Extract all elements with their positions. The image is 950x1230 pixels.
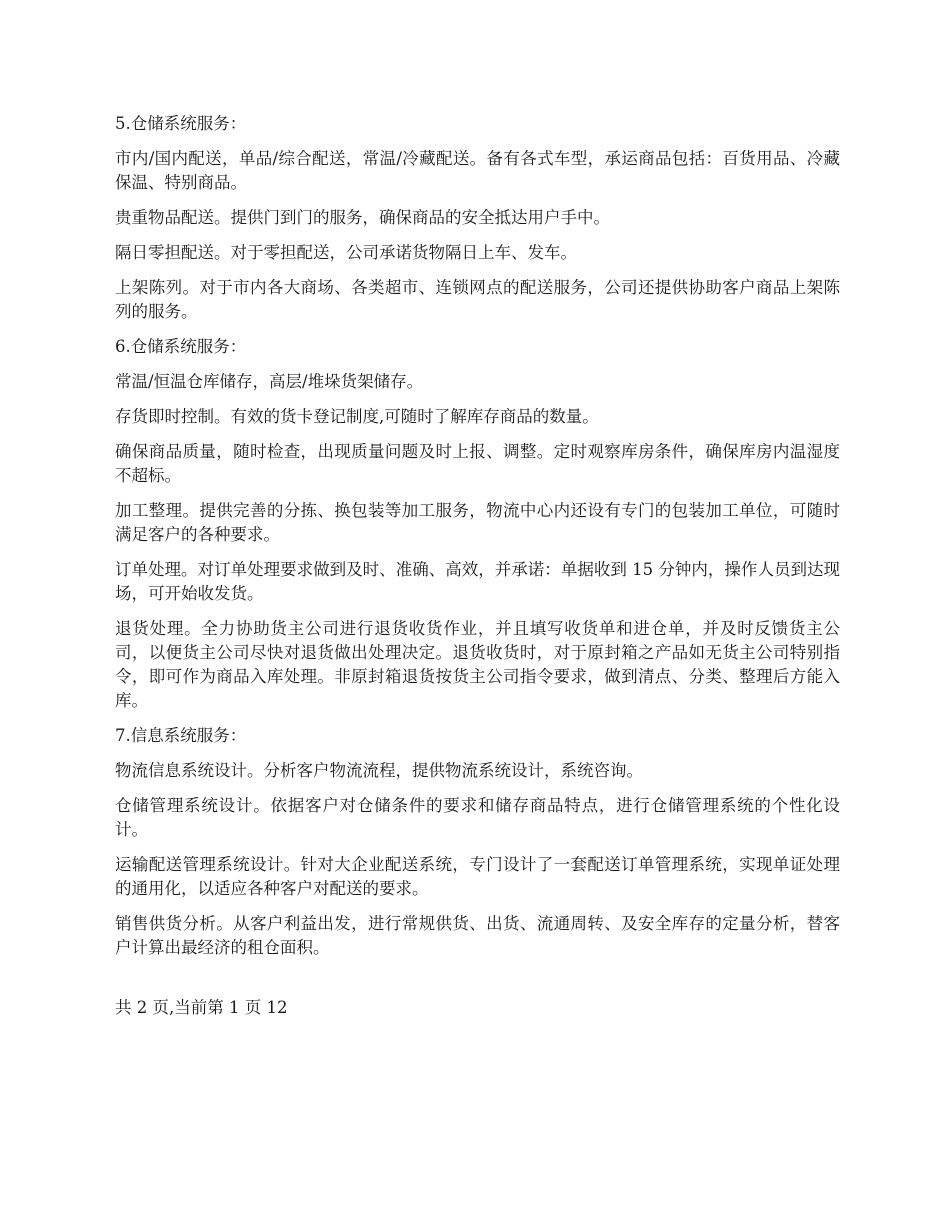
paragraph: 市内/国内配送，单品/综合配送，常温/冷藏配送。备有各式车型，承运商品包括：百货用品、冷藏保温、特别商品。: [115, 149, 840, 192]
paragraph: 隔日零担配送。对于零担配送，公司承诺货物隔日上车、发车。: [115, 243, 577, 262]
paragraph: 加工整理。提供完善的分拣、换包装等加工服务，物流中心内还设有专门的包装加工单位，可随时满足客户的各种要求。: [115, 501, 840, 544]
section-heading: 5.仓储系统服务：: [115, 114, 247, 133]
paragraph: 确保商品质量，随时检查，出现质量问题及时上报、调整。定时观察库房条件，确保库房内温湿度不超标。: [115, 442, 840, 485]
paragraph: 存货即时控制。有效的货卡登记制度,可随时了解库存商品的数量。: [115, 407, 599, 426]
paragraph: 订单处理。对订单处理要求做到及时、准确、高效，并承诺：单据收到 15 分钟内，操作人员到达现场，可开始收发货。: [115, 560, 840, 603]
section-heading: 7.信息系统服务：: [115, 726, 247, 745]
paragraph: 常温/恒温仓库储存，高层/堆垛货架储存。: [115, 372, 424, 391]
paragraph: 退货处理。全力协助货主公司进行退货收货作业，并且填写收货单和进仓单，并及时反馈货主公司，以便货主公司尽快对退货做出处理决定。退货收货时，对于原封箱之产品如无货主公司特别指令，即可作为商品入库处理。非原封箱退货按货主公司指令要求，做到清点、分类、整理后方能入库。: [115, 619, 840, 710]
paragraph: 仓储管理系统设计。依据客户对仓储条件的要求和储存商品特点，进行仓储管理系统的个性化设计。: [115, 796, 840, 839]
page-footer: 共 2 页,当前第 1 页 12: [115, 998, 288, 1017]
paragraph: 贵重物品配送。提供门到门的服务，确保商品的安全抵达用户手中。: [115, 208, 610, 227]
paragraph: 物流信息系统设计。分析客户物流流程，提供物流系统设计，系统咨询。: [115, 761, 643, 780]
paragraph: 运输配送管理系统设计。针对大企业配送系统，专门设计了一套配送订单管理系统，实现单证处理的通用化，以适应各种客户对配送的要求。: [115, 855, 840, 898]
section-heading: 6.仓储系统服务：: [115, 337, 247, 356]
paragraph: 上架陈列。对于市内各大商场、各类超市、连锁网点的配送服务，公司还提供协助客户商品上架陈列的服务。: [115, 278, 840, 321]
document-page: [115, 112, 840, 971]
paragraph: 销售供货分析。从客户利益出发，进行常规供货、出货、流通周转、及安全库存的定量分析，替客户计算出最经济的租仓面积。: [115, 914, 840, 957]
